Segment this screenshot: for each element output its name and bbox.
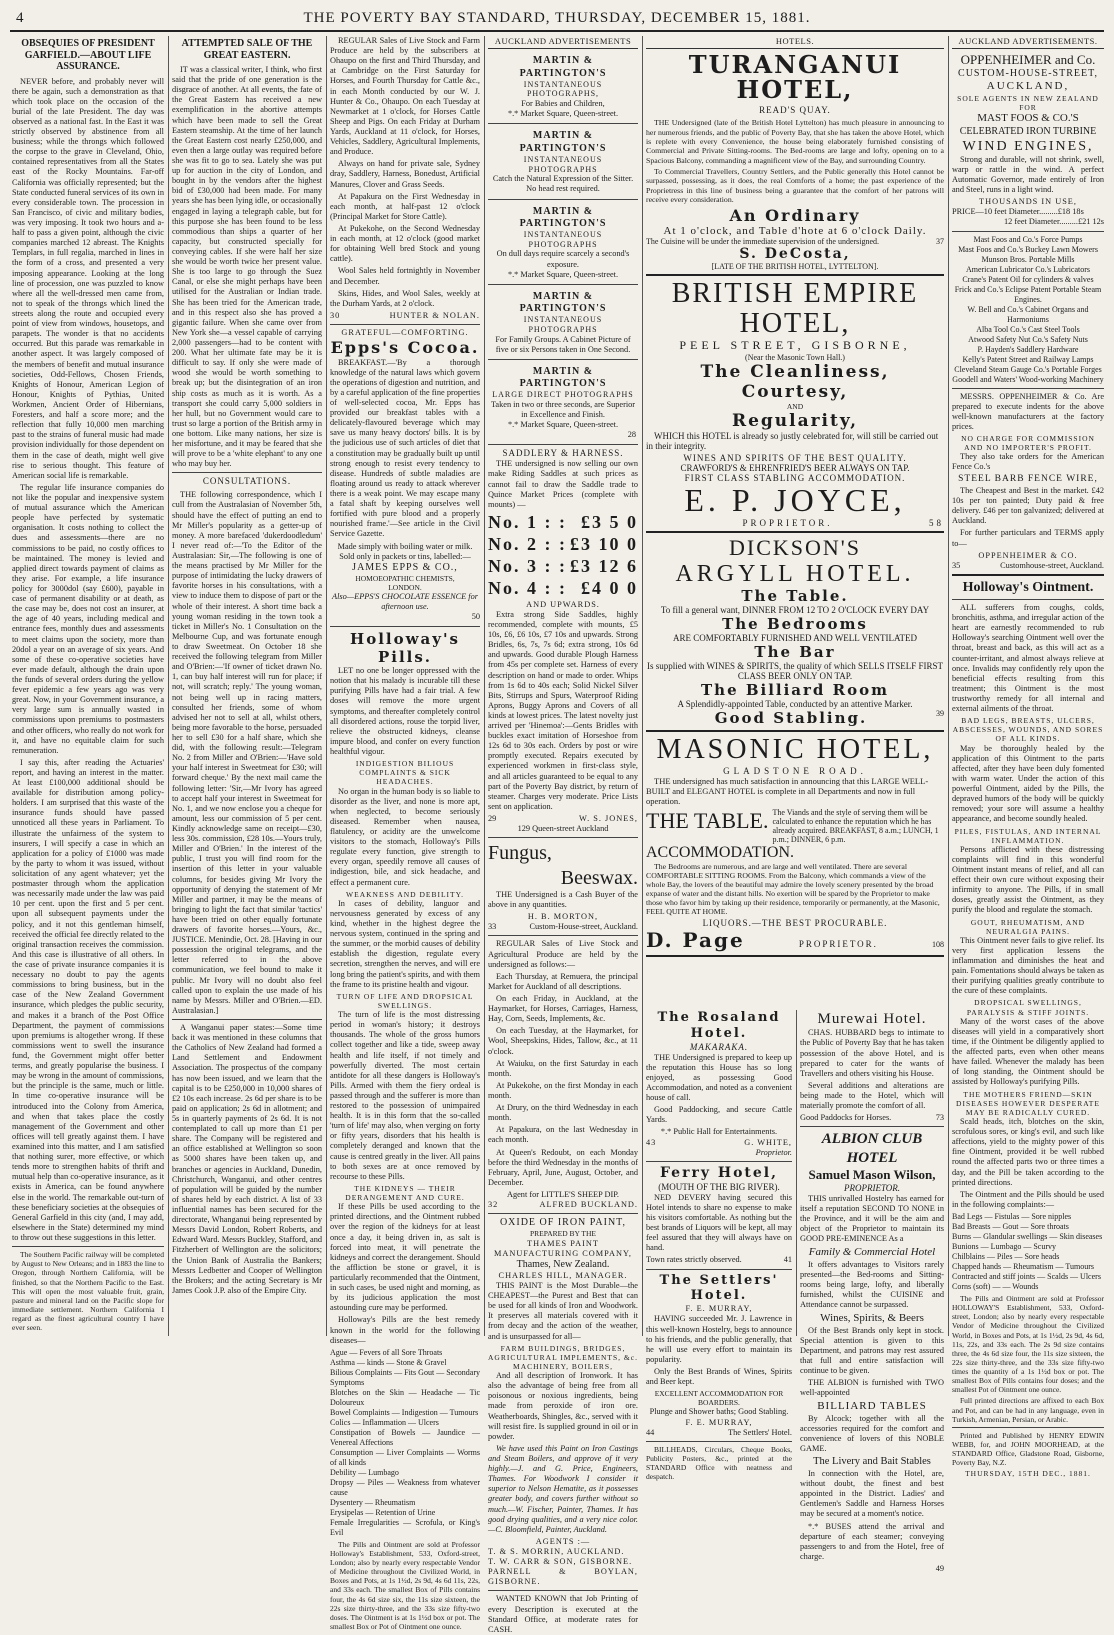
column-2 (172, 36, 322, 1336)
list-item: PARNELL & BOYLAN, GISBORNE. (488, 1567, 638, 1587)
ad-paragraph: Good Paddocking, and secure Cattle Yards. (646, 1105, 792, 1125)
section-header: HOTELS. (646, 36, 944, 49)
ad-paragraph: Full printed directions are affixed to each Box and Pot, and can be had in any language, even in Turkish, Armenian, Persian, or Arabic. (952, 1396, 1104, 1424)
ad-signature: D. Page PROPRIETOR. 108 (646, 927, 944, 952)
ad-title: The Livery and Bait Stables (813, 1456, 931, 1468)
ailment-list (952, 1212, 1104, 1292)
ad-paragraph: They also take orders for the American Fence Co.'s (952, 452, 1104, 472)
ad-line: ARE COMFORTABLY FURNISHED AND WELL VENTILATED (672, 633, 918, 644)
ad-signature: OPPENHEIMER & CO. (978, 550, 1078, 560)
ad-line: For Family Groups. A Cabinet Picture of five or six Persons taken in One Second. (495, 334, 631, 354)
ad-paragraph: May be thoroughly healed by the application of this Ointment to the parts affected, after they have been duly fomented with warm water. Under the action of this powerful Ointment, aided by the Pills, the depraved humors of the body will be quickly removed; your sore will assume a healthy appearance, and become soundly healed. (952, 743, 1104, 824)
ad-signature: E. P. JOYCE, (684, 482, 906, 519)
list-item: At Papakura, on the last Wednesday in each month. (488, 1125, 638, 1145)
ad-paragraph: The turn of life is the most distressing period in woman's history; it destroys thousands. The whole of the gross humors collect together and like a tide, sweep away health and life itself, if not timely and powerfully diverted. The most certain antidote for all these dangers is Holloway's Pills. Armed with them the fiery ordeal is passed through and the sufferer is more than restored to the possession of unimpaired health. It is in this form that the so-called 'turn of life' may also, when verging on forty or fifty years, disorders that his health is completely deranged and known that the cause is centred greatly in the liver. All pains to both sexes are at once removed by recourse to these Pills. (330, 1010, 480, 1181)
ad-title: MARTIN & PARTINGTON'S (519, 290, 607, 314)
article-paragraph: A Wanganui paper states:—Some time back it was mentioned in these columns that the Catholics of New Zealand had formed a Land Settlement and Endowment Association. The prospectus of the company has now been issued, and we learn that the capital is to be £250,000 in 10,000 shares of £2 10s each increase. 2s 6d per share is to be paid on application; 2s 6d in allotment; and 5s in quarterly payments of 2s 6d. It is not contemplated to call up more than £1 per share. The Company will be registered and an office established at Wellington so soon as 5000 shares have been taken up, and branches or agencies in Auckland, Dunedin, Christchurch, Wanganui, and other centres of population will be guided by the number of shares held by each district. A list of 33 influential names has been secured for the directorate, Whanganui being represented by Messrs David London, Robert Roberts, and Edward Ward. Messrs Buckley, Stafford, and Fitzherbert of Wellington are the solicitors; the Union Bank of Australia the Bankers; Messrs Ledbetter and Cooper of Wellington the Brokers; and the acting Secretary is Mr James Cook J.P. also of the Empire City. (172, 1023, 322, 1295)
ad-subhead: GOUT, RHEUMATISM, AND NEURALGIA PAINS. (970, 917, 1086, 936)
list-item: Chilblains — Piles — Sore heads (952, 1251, 1060, 1261)
ad-title: MARTIN & PARTINGTON'S (519, 130, 607, 154)
ad-paragraph: Holloway's Pills are the best remedy known in the world for the following diseases— (330, 1315, 480, 1345)
article-headline: ATTEMPTED SALE OF THE GREAT EASTERN. (181, 38, 313, 61)
ad-line: CRAWFORD'S & EHRENFRIED'S BEER ALWAYS ON TAP. (680, 463, 910, 474)
ad-title: MARTIN & PARTINGTON'S (519, 55, 607, 79)
ad-line: Agent for LITTLE'S SHEEP DIP. (506, 1189, 620, 1199)
ad-paragraph: WHICH this HOTEL is already so justly celebrated for, will still be carried out in their integrity. (646, 431, 939, 452)
hotel-address: PEEL STREET, GISBORNE, (679, 338, 911, 353)
ad-line: Also—EPPS'S CHOCOLATE ESSENCE for afternoon use. (332, 592, 478, 612)
ad-paragraph: BILLHEADS, Circulars, Cheque Books, Publicity Posters, &c., printed at the STANDARD Office with neatness and despatch. (646, 1444, 792, 1482)
ad-line: The Cuisine will be under the immediate supervision of the undersigned. 37 (646, 237, 944, 247)
ad-line: CELEBRATED IRON TURBINE (959, 125, 1097, 137)
ad-title: Holloway's Pills. (350, 629, 460, 666)
list-item: Bunions — Lumbago — Scurvy (952, 1241, 1056, 1251)
ad-number: 49 (935, 1564, 944, 1573)
list-item: Atwood Safety Nut Co.'s Safety Nuts (968, 334, 1088, 344)
section-header: AUCKLAND ADVERTISEMENTS (488, 36, 638, 49)
ad-line: No head rest required. (526, 184, 600, 194)
ad-title: WIND ENGINES, (962, 138, 1094, 154)
ad-line: Good Stabling. 39 (714, 709, 944, 728)
ad-title: OXIDE OF IRON PAINT, (499, 1217, 627, 1229)
list-item: Colics — Inflammation — Ulcers (330, 1417, 439, 1427)
ad-line: PROPRIETOR. (843, 1182, 901, 1193)
ad-paragraph: In cases of debility, languor and nervousness generated by excess of any kind, whether in the highest degree the nervous system, continued in the spring and the summer, or the morbid causes of debility establish the digestion, regulate every secretion, strengthen the nerves, and will ere long bring the patient's spirits, and with them the frame to its pristine health and vigour. (330, 898, 480, 989)
ad-title: Beeswax. (560, 866, 638, 889)
column-rule (642, 36, 643, 1336)
list-item: Bad Breasts — Gout — Sore throats (952, 1221, 1069, 1231)
ad-line: *.* Market Square, Queen-street. (507, 269, 619, 279)
ad-line: WINES AND SPIRITS OF THE BEST QUALITY. (683, 453, 907, 464)
ad-line: Made simply with boiling water or milk. (337, 541, 473, 551)
ad-line: Proprietor. (755, 1147, 792, 1157)
ad-paragraph: Several additions and alterations are being made to the Hotel, which will materially promote the comfort of all. (800, 1080, 944, 1111)
ad-title: The Billiard Room (701, 681, 889, 700)
ad-line: F. E. MURRAY, (685, 1304, 753, 1314)
column-7 (952, 36, 1104, 1479)
ad-title: STEEL BARB FENCE WIRE, (958, 474, 1098, 485)
list-item: Each Thursday, at Remuera, the principal Market for Auckland of all descriptions. (488, 971, 638, 991)
ad-subtitle: INSTANTANEOUS PHOTOGRAPHS (523, 315, 603, 334)
ailment-list (330, 1348, 480, 1538)
ad-line: Good Paddocks for Horses. 73 (800, 1113, 944, 1123)
ad-tagline: GRATEFUL—COMFORTING. (341, 327, 469, 337)
ad-line: [LATE OF THE BRITISH HOTEL, LYTTELTON]. (711, 262, 879, 272)
ad-line: For Babies and Children, (521, 99, 605, 109)
ad-subhead: WEAKNESS AND DEBILITY. (346, 889, 464, 899)
ad-subhead: THE MOTHERS FRIEND—SKIN DISEASES HOWEVER DESPERATE MAY BE RADICALLY CURED. (956, 1089, 1100, 1117)
article-paragraph: IT was a classical writer, I think, who first said that the pride of one generation is the disgrace of another. At all events, the fate of the Great Eastern has received a new exemplification in the abortive attempts which have been made to sell the Great Eastern steamship. At the time of her launch the Great Eastern cost nearly £250,000, and even then a large outlay was required before she was fit to go to sea. Lately she was put up for auction in the city of London, and bought in by the vendors after the highest bid of £30,000 had been made. For many years she has been lying idle, or occasionally engaged in laying a telegraph cable, but for this purpose she has been found to be less commodious than ships a quarter of her capacity, but constructed specially for conveying cables. If she were half her size she would be worth twice her present value. She is too large to go through the Suez Canal, or else she might perhaps have been utilised for the Australian or Indian trade. She has been tried for the American trade, and in this respect also she has proved a gigantic failure. When she came over from New York she—a vessel capable of carrying 2,000 passengers—had to be content with 200. What her ultimate fate may be it is difficult to say. If only she were made of wood she would be worth something to break up; but the disintegration of an iron ship costs as much as it is worth. As a transport she could carry 5,000 soldiers in her hull, but no Government would care to trust so large a portion of the British army in one bottom. Like many nations, her size is her misfortune, and it may be feared that she will prove to be a 'white elephant' to any one who may buy her. (172, 65, 322, 469)
list-item: Chapped hands — Rheumatism — Tumours (952, 1261, 1095, 1271)
ad-signature: 30 HUNTER & NOLAN. (330, 310, 480, 320)
list-item: Munson Bros. Portable Mills (981, 254, 1075, 264)
ad-title: Fungus, (488, 842, 552, 865)
ad-paragraph: THE Undersigned is prepared to keep up the reputation this House has so long enjoyed, as possessing Good Accommodation, and noted as a convenient house of call. (646, 1052, 792, 1103)
article-headline: OBSEQUIES OF PRESIDENT GARFIELD.—ABOUT LIFE ASSURANCE. (21, 38, 155, 72)
photo-ad (488, 203, 638, 285)
ad-line: Plunge and Shower baths; Good Stabling. (649, 1407, 789, 1417)
ad-line: A Splendidly-appointed Table, conducted by an attentive Marker. (677, 699, 913, 710)
list-item: Contracted and stiff joints — Scalds — Ulcers (952, 1271, 1101, 1281)
list-item: Bad Legs — Fistulas — Sore nipples (952, 1211, 1072, 1221)
ad-line: 44 The Settlers' Hotel. (646, 1427, 792, 1437)
ad-paragraph: Strong and durable, will not shrink, swell, warp or rattle in the wind. A perfect Automatic Governor, made entirely of Iron and Steel, runs in a light wind. (952, 154, 1104, 195)
ad-paragraph: And all description of Ironwork. It has also the advantage of being free from all poisonous or noxious ingredients, being made from peroxide of iron ore. Weatherboards, Shingles, &c., served with it will resist fire. Is supplied ground in oil or in powder. (488, 1371, 638, 1441)
ad-paragraph: CHAS. HUBBARD begs to intimate to the Public of Poverty Bay that he has taken possession of the above Hotel, and is prepared to cater for the wants of Travellers and others visiting his House. (800, 1028, 944, 1078)
ad-line: SOLE AGENTS IN NEW ZEALAND FOR (957, 93, 1099, 112)
column-5b (646, 1010, 792, 1482)
ad-line: CUSTOM-HOUSE-STREET, (958, 68, 1098, 80)
ad-title: An Ordinary (729, 206, 861, 226)
list-item: Constipation of Bowels — Jaundice — Venereal Affections (330, 1427, 480, 1447)
list-item: No. 1 : : £3 5 0 (488, 511, 638, 532)
ad-paragraph: The Ointment and the Pills should be used in the following complaints:— (952, 1189, 1104, 1209)
ad-paragraph: Only the Best Brands of Wines, Spirits and Beer kept. (646, 1366, 792, 1387)
list-item: Consumption — Liver Complaints — Worms of all kinds (330, 1447, 480, 1467)
list-item: No. 3 : : £3 12 6 (488, 555, 638, 576)
hotel-name: Murewai Hotel. (817, 1011, 927, 1027)
ad-paragraph: THE ALBION is furnished with TWO well-appointed (800, 1378, 944, 1398)
ad-line: (Near the Masonic Town Hall.) (745, 353, 845, 363)
article-paragraph: I say this, after reading the Actuaries' report, and having an interest in the matter. At least £100,000 additional should be available for distribution among policy-holders. I am surprised that this waste of the insurance funds should have passed unnoticed all these years in Parliament. To illustrate the unfairness of the system to insurers, I will specify a case in which an application for a policy of £1000 was made by the party to whom it was issued, without solicitation of any agent whatever; yet the postmaster through whom the application was necessarily made under the law was paid 10 per cent. upon the first and 5 per cent. upon all subsequent payments under the policy, and it not this gentleman himself, received the official fee directly related to the original transaction receives the commission. And this case is illustrative of all others. In the case of private insurance companies it is necessary no doubt to pay the agents commissions to bring business, but in the case of the New Zealand Government insurance, which pledges the public security, and makes it a branch of the Post Office Department, the payment of commissions upon premiums is altogether wrong. If these commissions went to swell the insurance fund, the Government might offer better terms, and greatly popularise the business. I may be wrong in the amount of commissions, but the principle is the same, much or little. In time co-operative insurance will be introduced into the Colony from America, and when that takes place the costly management of the Government and other offices will tell greatly against them. I have examined into this matter, and I am satisfied that nothing surer, more effective, or which tends more to strengthen habits of thrift and mutual help than co-operative insurance, as it exists in America, can be found anywhere else in the world. The remarkable out-turn of these beneficiary societies at the obsequies of General Garfield in this city (and, I may add, elsewhere in the State) determined my mind to throw out these suggestions in this letter. (12, 757, 164, 1242)
ad-paragraph: It offers advantages to Visitors rarely presented—the Bed-rooms and Sitting-rooms being large, lofty, and liberally furnished, whilst the CUISINE and Attendance cannot be surpassed. (800, 1259, 944, 1310)
list-item: Blotches on the Skin — Headache — Tic Doloureux (330, 1387, 480, 1407)
column-rule (326, 36, 327, 1336)
list-item: Cleveland Steam Gauge Co.'s Portable Forges (954, 364, 1102, 374)
hotel-name: DICKSON'S (729, 535, 861, 561)
list-item: PRICE—10 feet Diameter.........£18 18s (952, 207, 1084, 217)
ad-signature: F. E. MURRAY, (685, 1417, 753, 1427)
ad-title: The Table. (741, 587, 849, 606)
ad-line: HOMOEOPATHIC CHEMISTS, (355, 573, 455, 583)
ad-signature: 29 W. S. JONES, (488, 814, 638, 824)
column-rule (484, 36, 485, 1336)
ad-line: Taken in two or three seconds, are Superior in Excellence and Finish. (490, 399, 636, 420)
newspaper-title: THE POVERTY BAY STANDARD, THURSDAY, DECEMBER 15, 1881. (303, 10, 811, 26)
ad-paragraph: NED DEVERY having secured this Hotel intends to share no expense to make his visitors comfortable. As nothing but the best brands of Liquors will be kept, all may feel assured that they will always have on hand. (646, 1192, 792, 1253)
ad-subtitle: INSTANTANEOUS PHOTOGRAPHS (523, 229, 603, 249)
ad-paragraph: This Ointment never fails to give relief. Its very first application lessens the inflammation and diminishes the heat and pain. Fomentations should always be taken as their purifying qualities greatly contribute to the cure of these complaints. (952, 935, 1104, 996)
saddle-price-list (488, 512, 638, 600)
ad-paragraph: Many of the worst cases of the above diseases will yield in a comparatively short time, if the Ointment be diligently applied to the affected parts, even when other means have failed. Whenever the malady has been of long standing, the Ointment should be assisted by Holloway's purifying Pills. (952, 1016, 1104, 1087)
ad-line: Sold only in packets or tins, labelled:— (339, 551, 471, 561)
ad-paragraph: If these Pills be used according to the printed directions, and the Ointment rubbed over the region of the kidneys for at least once a day, it being driven in, as salt is forced into meat, it will penetrate the kidneys and correct the derangement. Should the affliction be stone or gravel, it is particularly recommended that the Ointment, in such cases, be used night and morning, as by its judicious application the most astounding cure may be performed. (330, 1202, 480, 1313)
ad-paragraph: The Viands and the style of serving them will be calculated to enhance the reputation which he has already acquired. BREAKFAST, 8 a.m.; LUNCH, 1 p.m.; DINNER, 6 p.m. (772, 807, 939, 844)
ad-paragraph: THE undersigned is now selling our own make Riding Saddles at such prices as cannot fail to draw the Saddle trade to Quince Market Prices (complete with mounts) — (488, 459, 638, 509)
ad-line: AND UPWARDS. (526, 599, 600, 609)
ad-paragraph: Scald heads, itch, blotches on the skin, scrofulous sores, or king's evil, and such like affections, yield to the mighty power of this fine Ointment, provided it be well rubbed round the affected parts two or three times a day, and the Pill be taken according to the printed directions. (952, 1116, 1104, 1187)
list-item: 12 feet Diameter.........£21 12s (1004, 217, 1104, 227)
ad-line: At 1 o'clock, and Table d'hote at 6 o'clock Daily. (663, 225, 927, 238)
list-item: At Queen's Redoubt, on each Monday before the third Wednesday in the months of February, April, June, August, October, and December. (488, 1147, 638, 1187)
ad-title: Epps's Cocoa. (330, 338, 480, 358)
ad-paragraph: The Pills and Ointment are sold at Professor HOLLOWAY'S Establishment, 533, Oxford-street, London; also by nearly every respectable Vendor of Medicine throughout the Civilized World, in Boxes and Pots, at 1s 1½d, 2s 9d, 4s 6d, 11s, 22s, and 33s each. The 2s 9d size contains three, the 4s 6d size four, the 11s size sixteen, the 22s size thirty-three, and the 33s size fifty-two times the quantity of a 1s 1½d box or pot. The smallest Box of Pills contains four doses; and the smallest Pot of Ointment one ounce. (952, 1293, 1104, 1395)
product-list (952, 235, 1104, 385)
list-item: T. W. CARR & SON, GISBORNE. (488, 1557, 633, 1567)
list-item: Dysentery — Rheumatism (330, 1497, 416, 1507)
column-1 (12, 36, 164, 1336)
ad-paragraph: THE undersigned has much satisfaction in announcing that this LARGE WELL-BUILT and ELEGANT HOTEL is complete in all Departments and now in full operation. (646, 775, 929, 806)
list-item: American Lubricator Co.'s Lubricators (965, 264, 1091, 274)
ad-signature: H. B. MORTON, (527, 912, 599, 922)
ad-line: PREPARED BY THE (530, 1229, 596, 1239)
ad-paragraph: No organ in the human body is so liable to disorder as the liver, and none is more apt, when neglected, to become seriously diseased. Remember when nausea, flatulency, or acidity are the unwelcome visitors to the stomach, Holloway's Pills regulate every function, give strength to every organ, speedily remove all causes of indigestion, bile, and sick headache, and effect a permanent cure. (330, 786, 480, 887)
article-paragraph: THE following correspondence, which I cull from the Australasian of November 5th, should have the effect of putting an end to Mr Miller's popularity as a getter-up of money. A more barefaced 'dukerdoodledum' I never read of:—'To the Editor of the Australasian: Sir,—The following is one of the means practised by Mr Miller for the purpose of intimidating the lucky drawers of favorite horses in his consultations, with a view to induce them to dispose of part or the whole of their interest. A short time back a young woman residing in the town took a ticket in Miller's No. 1 Consultation on the Melbourne Cup, and was fortunate enough to draw Sweetmeat. On October 18 she received the following telegram from Miller and O'Brien:—'If owner of ticket drawn No. 1, can buy half interest will run for place; if not, will scratch; reply.' The young woman, not being well up in racing matters, consulted her friends, some of whom advised her not to sell at all, whilst others, being more favorable to the horse, persuaded her to sell £30 for a half share, which she did, with the following result:—Telegram No. 2 from Miller and O'Brien:—'Have sold your half interest in Sweetmeat for £30; will forward cheque.' By the next mail came the following letter: 'Sir,—Mr Ivory has agreed to accept half your interest in Sweetmeat for No. 1, and we now enclose you a cheque for amount, less our commission of 5 per cent. Kindly acknowledge same on receipt—£30, less 30s. commission, £28 10s.—Yours truly, Miller and O'Brien.' In the interest of the public, I trust you will find room for the insertion of this letter in your valuable columns, for besides giving Mr Ivory the opportunity of denying the statement of Mr Miller and partner, it may be the means of bringing to light the fact that similar 'tactics' have been tried on other equally fortunate drawers of favorite horses.—Yours, &c., JUSTICE. Menindie, Oct. 28. [Having in our possession the original telegrams, and the letter referred to in the above communication, we feel bound to make it public. Mr Ivory will no doubt also feel called upon to explain the use made of his name by Messrs. Miller and O'Brien.—ED. Australasian.] (172, 490, 322, 1015)
list-item: Mast Foos and Co.'s Buckey Lawn Mowers (958, 244, 1098, 254)
hotel-name: ALBION CLUB HOTEL (821, 1131, 923, 1166)
ad-paragraph: Always on hand for private sale, Sydney dray, Saddlery, Harness, Bonedust, Artificial Manures, Clover and Grass Seeds. (330, 159, 480, 189)
ad-paragraph: THIS unrivalled Hostelry has earned for itself a reputation SECOND TO NONE in the Province, and it will be the aim and object of the Proprietor to maintain its GOOD PRE-EMINENCE As a (800, 1193, 944, 1244)
list-item: Debility — Lumbago (330, 1467, 399, 1477)
ad-paragraph: To Commercial Travellers, Country Settlers, and the Public generally this Hotel cannot be surpassed, possessing, as it does, the real Comforts of a home; the past experience of the Proprietress in this line of business being a guarantee that the comfort of her patrons will receive every consideration. (646, 167, 944, 205)
ad-paragraph: At Papakura on the First Wednesday in each month, at half-past 12 o'clock (Principal Market for Store Cattle). (330, 191, 480, 221)
ad-line: FIRST CLASS STABLING ACCOMMODATION. (684, 473, 906, 484)
ad-signature: Samuel Mason Wilson, (808, 1166, 936, 1182)
photo-ad (488, 127, 638, 199)
hotel-name: Ferry Hotel, (660, 1164, 778, 1181)
article-subhead: CONSULTATIONS. (202, 476, 292, 487)
hotel-address: GLADSTONE ROAD. (723, 765, 867, 776)
ad-line: *.* Market Square, Queen-street. (507, 109, 619, 119)
list-item: Burns — Glandular swellings — Skin diseases (952, 1231, 1103, 1241)
list-item: Dropsy — Piles — Weakness from whatever cause (330, 1477, 480, 1497)
list-item: Ague — Fevers of all Sore Throats (330, 1347, 443, 1357)
ad-title: The Bedrooms (722, 615, 868, 634)
ad-line: JAMES EPPS & CO., (352, 561, 458, 573)
ad-paragraph: The Bedrooms are numerous, and are large and well ventilated. There are several COMFORTABLE SITTING ROOMS. From the Balcony, which commands a view of the whole Bay, the lovers of the beautiful may admire the lovely scenery presented by the broad expanse of water and the distant hills. No exertion will be spared by the Proprietor to make those who favor him by taking up their residence, temporarily or permanently, at the Masonic, FEEL QUITE AT HOME. (646, 861, 940, 916)
ad-paragraph: At Pukekohe, on the Second Wednesday in each month, at 12 o'clock (good market for obtaining Well bred Stock and young cattle). (330, 223, 480, 264)
section-header: AUCKLAND ADVERTISEMENTS. (952, 36, 1104, 49)
hotel-name: ARGYLL HOTEL. (675, 560, 915, 587)
column-6b (800, 1010, 944, 1573)
ad-signature: S. DeCosta, (739, 246, 851, 263)
ad-paragraph: *.* BUSES attend the arrival and departure of each steamer; conveying passengers to and from the Hotel, free of charge. (800, 1521, 944, 1561)
list-item: T. & S. MORRIN, AUCKLAND. (488, 1546, 625, 1556)
masthead (10, 6, 1104, 32)
ad-subhead: TURN OF LIFE AND DROPSICAL SWELLINGS. (336, 991, 474, 1010)
list-item: P. Hayden's Saddlery Hardware (977, 344, 1079, 354)
ad-row (646, 844, 944, 862)
ad-line: PROPRIETOR. 58 (742, 518, 944, 529)
ad-line: AUCKLAND, (986, 80, 1070, 93)
ad-paragraph: The Pills and Ointment are sold at Professor Holloway's Establishment, 533, Oxford-street, London; also by nearly every respectable Vendor of Medicine throughout the Civilized World, in Boxes and Pots, at 1s 1½d, 2s 9d, 4s 6d 11s, 22s, and 33s each. The smallest Box of Pills contains four, the 4s 6d size six, the 11s size sixteen, the 22s size thirty-three, and the 33s size fifty-two doses. The Ointment is at 1s 1½d box or pot. The smallest Box or Pot of Ointment one ounce. (330, 1539, 480, 1631)
ad-title: Holloway's Ointment. (962, 579, 1094, 595)
page-number: 4 (16, 10, 25, 26)
ad-number: 28 (627, 430, 636, 440)
hotel-name: BRITISH EMPIRE HOTEL, (671, 278, 919, 339)
ad-paragraph: ALL sufferers from coughs, colds, bronchitis, asthma, and irregular action of the heart are earnestly recommended to rub Holloway's searching Ointment well over the throat, breast and back, as this will act as a counter-irritant, and almost always relieve at once. Invalids may confidently rely upon the beneficial effects resulting from this treatment; this Ointment is the most trustworthy remedy for all internal and external ailments of the throat. (952, 603, 1104, 714)
ad-subtitle: LARGE DIRECT PHOTOGRAPHS (492, 390, 634, 400)
ad-subhead: INDIGESTION BILIOUS COMPLAINTS & SICK HEADACHES. (355, 759, 455, 787)
article-paragraph: NEVER before, and probably never will there be again, such a demonstration as that which took place on the occasion of the burial of the late President. The day was observed as a national fast. In the East it was strictly observed by abstinence from all business; while the throngs which followed the corpse to the grave in Cleveland, Ohio, contained representatives from all the States east of the Rocky Mountains. Far-off California was officially represented; but the State conducted funeral services of its own in every considerable town. The procession in San Francisco, of civic and military bodies, was very imposing. It took two hours and a-half to pass a given point, although the civic companies marched 12 abreast. The Knights Templars, in full regalia, marched in lines in the form of a cross, and presented a very imposing appearance. Looking at the long line of procession, one was puzzled to know where all the well-dressed men came from, not to speak of the throngs which lined the streets along the route and occupied every point of view from windows, housetops, and parapets. The wonder is that no accidents occurred. But this parade was remarkable in another aspect. It was largely composed of the members of benefit and mutual insurance societies, Odd-Fellows, Chosen Friends, Knights of Honour, American Legion of Honour, Knights of Pythias, United Workmen, Ancient Order of Hibernians, Foresters, and half a score more; and the reflection that fully 10,000 men marching past to the strains of funeral music had made provision individually for those dependent on them in the case of death, might well give rise to serious thought. This feature of American social life is remarkable. (12, 76, 164, 480)
list-item: Erysipelas — Retention of Urine (330, 1507, 436, 1517)
hotel-name: The Settlers' Hotel. (659, 1272, 779, 1304)
list-item: No. 2 : : £3 10 0 (488, 533, 638, 554)
ad-line: Thames, New Zealand. (516, 1258, 610, 1270)
list-item: Bilious Complaints — Fits Gout — Secondary Symptoms (330, 1367, 480, 1387)
hotel-address: READ'S QUAY. (759, 105, 831, 116)
ad-line: LONDON. (388, 583, 422, 593)
ad-paragraph: In connection with the Hotel, are, without doubt, the finest and best appointed in the District. Ladies' and Gentlemen's Saddle and Harness Horses may be secured at a moment's notice. (800, 1469, 944, 1519)
list-item: Kelly's Patent Street and Railway Lamps (962, 354, 1094, 364)
ad-paragraph: LET no one be longer oppressed with the notion that his malady is incurable till these purifying Pills have had a fair trial. A few doses will remove the more urgent symptoms, and thereafter completely control all disordered actions, rouse the torpid liver, relieve the obstructed kidneys, cleanse impure blood, and confer on every function healthful vigour. (330, 666, 480, 757)
ad-line: Catch the Natural Expression of the Sitter. (492, 174, 634, 184)
ad-signature: 32 ALFRED BUCKLAND. (488, 1200, 638, 1210)
ad-line: THAMES PAINT MANUFACTURING COMPANY, (493, 1238, 633, 1258)
ad-title: MARTIN & PARTINGTON'S (519, 205, 607, 229)
ad-paragraph: REGULAR Sales of Live Stock and Farm Produce are held by the subscribers at Ohaupo on the first and Third Thursday, and at Cambridge on the First Saturday for Horses, and Fourth Thursday for Cattle &c., in each Month conducted by our W. J. Hunter & Co., Ohaupo. On each Tuesday at Newmarket at 1 o'clock, for Horses Cattle Sheep and Pigs. On each Friday at Durham Yards, Auckland at 11 o'clock, for Horses, Vehicles, Saddlery, Agricultural Implements, and Produce. (330, 36, 480, 157)
ad-line: 33 Custom-House-street, Auckland. (488, 922, 638, 932)
ad-signature: 43 G. WHITE, (646, 1137, 792, 1147)
ad-title: OPPENHEIMER and Co. (960, 52, 1096, 68)
list-item: Asthma — kinds — Stone & Gravel (330, 1357, 447, 1367)
ad-paragraph: THIS PAINT is the Most Durable—the CHEAPEST—the Purest and Best that can be used for all kinds of Iron and Woodwork. It preserves all materials covered with it from decay and the action of the weather, and is unsurpassed for all— (488, 1281, 638, 1341)
ad-title: The Cleanliness, Courtesy, (700, 362, 890, 403)
list-item: Mast Foos and Co.'s Force Pumps (973, 234, 1083, 244)
list-item: On each Tuesday, at the Haymarket, for Wool, Sheepskins, Hides, Tallow, &c., at 11 o'clock. (488, 1026, 638, 1056)
ad-title: Regularity, (731, 411, 859, 432)
photo-ad (488, 363, 638, 446)
ad-title: BILLIARD TABLES (817, 1400, 927, 1413)
ad-line: 35 Customhouse-street, Auckland. (952, 560, 1104, 570)
ad-line: THOUSANDS IN USE, (979, 197, 1077, 207)
ad-paragraph: REGULAR Sales of Live Stock and Agricultural Produce are held by the undersigned as follows:— (488, 939, 638, 969)
ad-line: FARM BUILDINGS, BRIDGES, AGRICULTURAL IMPLEMENTS, &c. MACHINERY, BOILERS, (488, 1343, 638, 1371)
ad-paragraph: By Alcock; together with all the accessories required for the comfort and convenience of lovers of this NOBLE GAME. (800, 1413, 944, 1454)
ad-paragraph: HAVING succeeded Mr. J. Lawrence in this well-known Hostelry, begs to announce to his friends, and the public generally, that he will use every effort to maintain its popularity. (646, 1314, 792, 1364)
ad-row (646, 808, 944, 844)
list-item: At Waiuku, on the first Saturday in each month. (488, 1058, 638, 1078)
ad-number: 50 (471, 612, 480, 622)
list-item: Corns (soft) — — Wounds (952, 1281, 1039, 1291)
list-item: On each Friday, in Auckland, at the Haymarket, for Horses, Carriages, Harness, Hay, Corn, Seeds, Implements, &c. (488, 994, 638, 1024)
ad-line: MAST FOOS & CO.'S (977, 112, 1079, 125)
ad-paragraph: THE Undersigned (late of the British Hotel Lyttelton) has much pleasure in announcing to her numerous friends, and the public of Poverty Bay, that she has taken the above Hotel, which is replete with every Convenience, the house being elaborately furnished consisting of Commercial and Private Sitting-rooms. The Bed-rooms are large and lofty, opening on to a Spacious Balcony, commanding a magnificent view of the Bay, and surrounding Country. (646, 118, 944, 165)
ad-paragraph: The Cheapest and Best in the market. £42 10s per ton painted; Duty paid & free delivery. £46 per ton galvanized; delivered at Auckland. (952, 486, 1104, 526)
list-item: No. 4 : : £4 0 0 (488, 577, 638, 598)
ad-subtitle: INSTANTANEOUS PHOTOGRAPHS, (523, 79, 603, 99)
ad-subhead: THE KIDNEYS — THEIR DERANGEMENT AND CURE. (345, 1183, 465, 1203)
ad-paragraph: Extra strong Side Saddles, highly recommended, complete with mounts, £5 10s, £6, £6 10s, £7 10s and upwards. Strong Bridles, 6s, 7s, 7s 6d; extra strong, 10s 6d and upwards. Good durable Plough Harness from 45s per complete set. Harness of every description on hand or made to order. Whips from 1s 6d to 40s each; Solid Nickel Silver Bits, Stirrups and Spurs, Waterproof Riding Aprons, Buggy Aprons and Covers of all kinds at lowest prices. The latest novelty just arrived per 'Hinemoa':—Gents Bridles with buckles exact imitation of Horseshoe from 12s 6d to 30s each. Orders by post or wire promptly executed. Repairs executed by experienced workmen in first-class style, and all articles guaranteed to be equal to any part of the Poverty Bay district, by return of steamer. Charges very moderate. Price Lists sent on application. (488, 609, 638, 811)
ad-paragraph: Of the Best Brands only kept in stock. Special attention is given to this Department, and patrons may rest assured that full and entire satisfaction will continue to be given. (800, 1325, 944, 1376)
hotel-name: TURANGANUI HOTEL, (688, 50, 902, 105)
ad-paragraph: MESSRS. OPPENHEIMER & Co. Are prepared to execute indents for the above well-known manufacturers at the factory prices. (952, 391, 1104, 431)
ad-subhead: PILES, FISTULAS, AND INTERNAL INFLAMMATION. (954, 826, 1102, 845)
list-item: W. Bell and Co.'s Cabinet Organs and Harmoniums (967, 304, 1089, 324)
ad-paragraph: For further particulars and TERMS apply to— (952, 528, 1104, 548)
ad-line: EXCELLENT ACCOMMODATION FOR BOARDERS. (654, 1389, 784, 1408)
ad-line: NO CHARGE FOR COMMISSION AND NO IMPORTER'S PROFIT. (961, 433, 1095, 453)
list-item: Frick and Co.'s Eclipse Patent Portable Steam Engines. (954, 284, 1102, 304)
photo-ad (488, 52, 638, 124)
column-rule (796, 1010, 797, 1336)
imprint-date: THURSDAY, 15TH DEC., 1881. (965, 1469, 1091, 1479)
ad-line: 129 Queen-street Auckland (517, 824, 609, 834)
ad-title: THE TABLE. (646, 807, 769, 833)
ad-title: The Bar (754, 643, 836, 662)
ad-line: To fill a general want, DINNER FROM 12 TO 2 O'CLOCK EVERY DAY (660, 605, 930, 616)
hotel-address: MAKARAKA. (689, 1041, 749, 1052)
hotel-name: The Rosaland Hotel. (657, 1010, 781, 1041)
ad-subhead: DROPSICAL SWELLINGS, PARALYSIS & STIFF JOINTS. (966, 998, 1090, 1017)
ad-line: AND (786, 402, 804, 412)
ad-paragraph: BREAKFAST.—'By a thorough knowledge of the natural laws which govern the operations of digestion and nutrition, and by a careful application of the fine properties of well-selected cocoa, Mr. Epps has provided our breakfast tables with a delicately-flavoured beverage which may save us many heavy doctors' bills. It is by the judicious use of such articles of diet that a constitution may be gradually built up until strong enough to resist every tendency to disease. Hundreds of subtle maladies are floating around us ready to attack wherever there is a weak point. We may escape many a fatal shaft by keeping ourselves well fortified with pure blood and a properly nourished frame.'—See article in the Civil Service Gazette. (330, 357, 480, 539)
ad-paragraph: WANTED KNOWN that Job Printing of every Description is executed at the Standard Office, at moderate rates for CASH. (488, 1594, 638, 1634)
list-item: Female Irregularities — Scrofula, or King's Evil (330, 1517, 480, 1537)
ad-paragraph: THE Undersigned is a Cash Buyer of the above in any quantities. (488, 890, 638, 910)
photo-ad (488, 288, 638, 360)
ad-subtitle: INSTANTANEOUS PHOTOGRAPHS (523, 154, 603, 174)
article-paragraph: The regular life insurance companies do not like the popular and inexpensive system of mutual assurance which the American people have perfected by systematic organisation. It costs nothing to collect the dues and assessments—there are no commissions to be paid, no costly offices to be maintained. The money is levied and applied direct towards payment of claims as they arise. For example, a life insurance policy for 3000dol (say £600), payable in case of permanent disability or at death, as the case may be, does not cost an insurer, at the age of 40 years, including medical and entrance fees, monthly dues and assessments to meet claims upon the society, more than 20dol a year on an average of six years. And some of these co-operative societies have ever made default, although the drain upon the funds of several orders during the yellow fever epidemic a few years ago was very great. Now, in your Government insurance, a very large sum is annually wasted in commissions upon premiums to postmasters and other officers, who really do not work for it, and have no equitable claim for such remuneration. (12, 482, 164, 755)
column-4 (488, 36, 638, 1634)
ad-paragraph: We have used this Paint on Iron Castings and Steam Boilers, and approve of it very highly.—J. and G. Price, Engineers, Thames. For Woodwork I consider it superior to Nelson Hematite, as it possesses greater body, and covers further without so much.—W. Fischer, Painter, Thames. It has good drying qualities, and a very nice color.—C. Bloomfield, Painter, Auckland. (488, 1443, 638, 1534)
ad-line: *.* Public Hall for Entertainments. (660, 1127, 778, 1137)
list-item: Bowel Complaints — Indigestion — Tumours (330, 1407, 479, 1417)
imprint: Printed and Published by HENRY EDWIN WEBB, for, and JOHN MOORHEAD, at the STANDARD Office, Gladstone Road, Gisborne, Poverty Bay, N.Z. (952, 1430, 1104, 1468)
hotel-name: MASONIC HOTEL, (656, 734, 934, 766)
list-item: Alba Tool Co.'s Cast Steel Tools (976, 324, 1080, 334)
ad-title: MARTIN & PARTINGTON'S (519, 365, 607, 390)
column-rule (168, 36, 169, 1336)
list-item: At Drury, on the third Wednesday in each month. (488, 1103, 638, 1123)
column-rule (948, 36, 949, 1336)
ad-line: Town rates strictly observed. 41 (646, 1255, 792, 1265)
ad-line: *.* Market Square, Queen-street. (507, 420, 619, 430)
list-item: Goodell and Waters' Wood-working Machinery (952, 374, 1104, 384)
ad-title: Family & Commercial Hotel (808, 1246, 936, 1259)
ad-title: SADDLERY & HARNESS. (502, 448, 624, 459)
ad-title: ACCOMMODATION. (646, 843, 795, 861)
ad-line: CHARLES HILL, MANAGER. (498, 1270, 628, 1280)
ad-subhead: BAD LEGS, BREASTS, ULCERS, ABSCESSES, WOUNDS, AND SORES OF ALL KINDS. (952, 716, 1104, 744)
ad-line: Is supplied with WINES & SPIRITS, the quality of which SELLS ITSELF FIRST CLASS BEER ONLY ON TAP. (646, 661, 944, 682)
ad-paragraph: Wool Sales held fortnightly in November and December. (330, 266, 480, 286)
ad-line: On dull days require scarcely a second's exposure. (496, 249, 630, 269)
article-paragraph: The Southern Pacific railway will be completed by August to New Orleans; and in 1883 the line to Oregon, through Northern California, will be finished, so that the Northern Pacific to the East. This will open the most valuable fruit, grain, pasture and mineral land on the Pacific slope for immediate settlement. Northern California I regard as the finest agricultural country I have ever seen. (12, 1250, 164, 1333)
list-item: Crane's Patent Oil for cylinders & valves (962, 274, 1094, 284)
ad-paragraph: Skins, Hides, and Wool Sales, weekly at the Durham Yards, at 2 o'clock. (330, 288, 480, 308)
ad-line: LIQUORS.—THE BEST PROCURABLE. (702, 917, 888, 928)
column-3 (330, 36, 480, 1631)
ad-line: AGENTS :— (535, 1536, 591, 1546)
ad-title: Wines, Spirits, & Beers (820, 1312, 924, 1325)
hotel-address: (MOUTH OF THE BIG RIVER). (658, 1181, 780, 1192)
list-item: At Pukekohe, on the first Monday in each month. (488, 1080, 638, 1100)
ad-paragraph: Persons afflicted with these distressing complaints will find in this wonderful Ointment instant means of relief, and all can effect their own cure without exposing their infirmity to anyone. The Pills, if in small doses, greatly assist the Ointment, as they purify the blood and regulate the stomach. (952, 844, 1104, 915)
